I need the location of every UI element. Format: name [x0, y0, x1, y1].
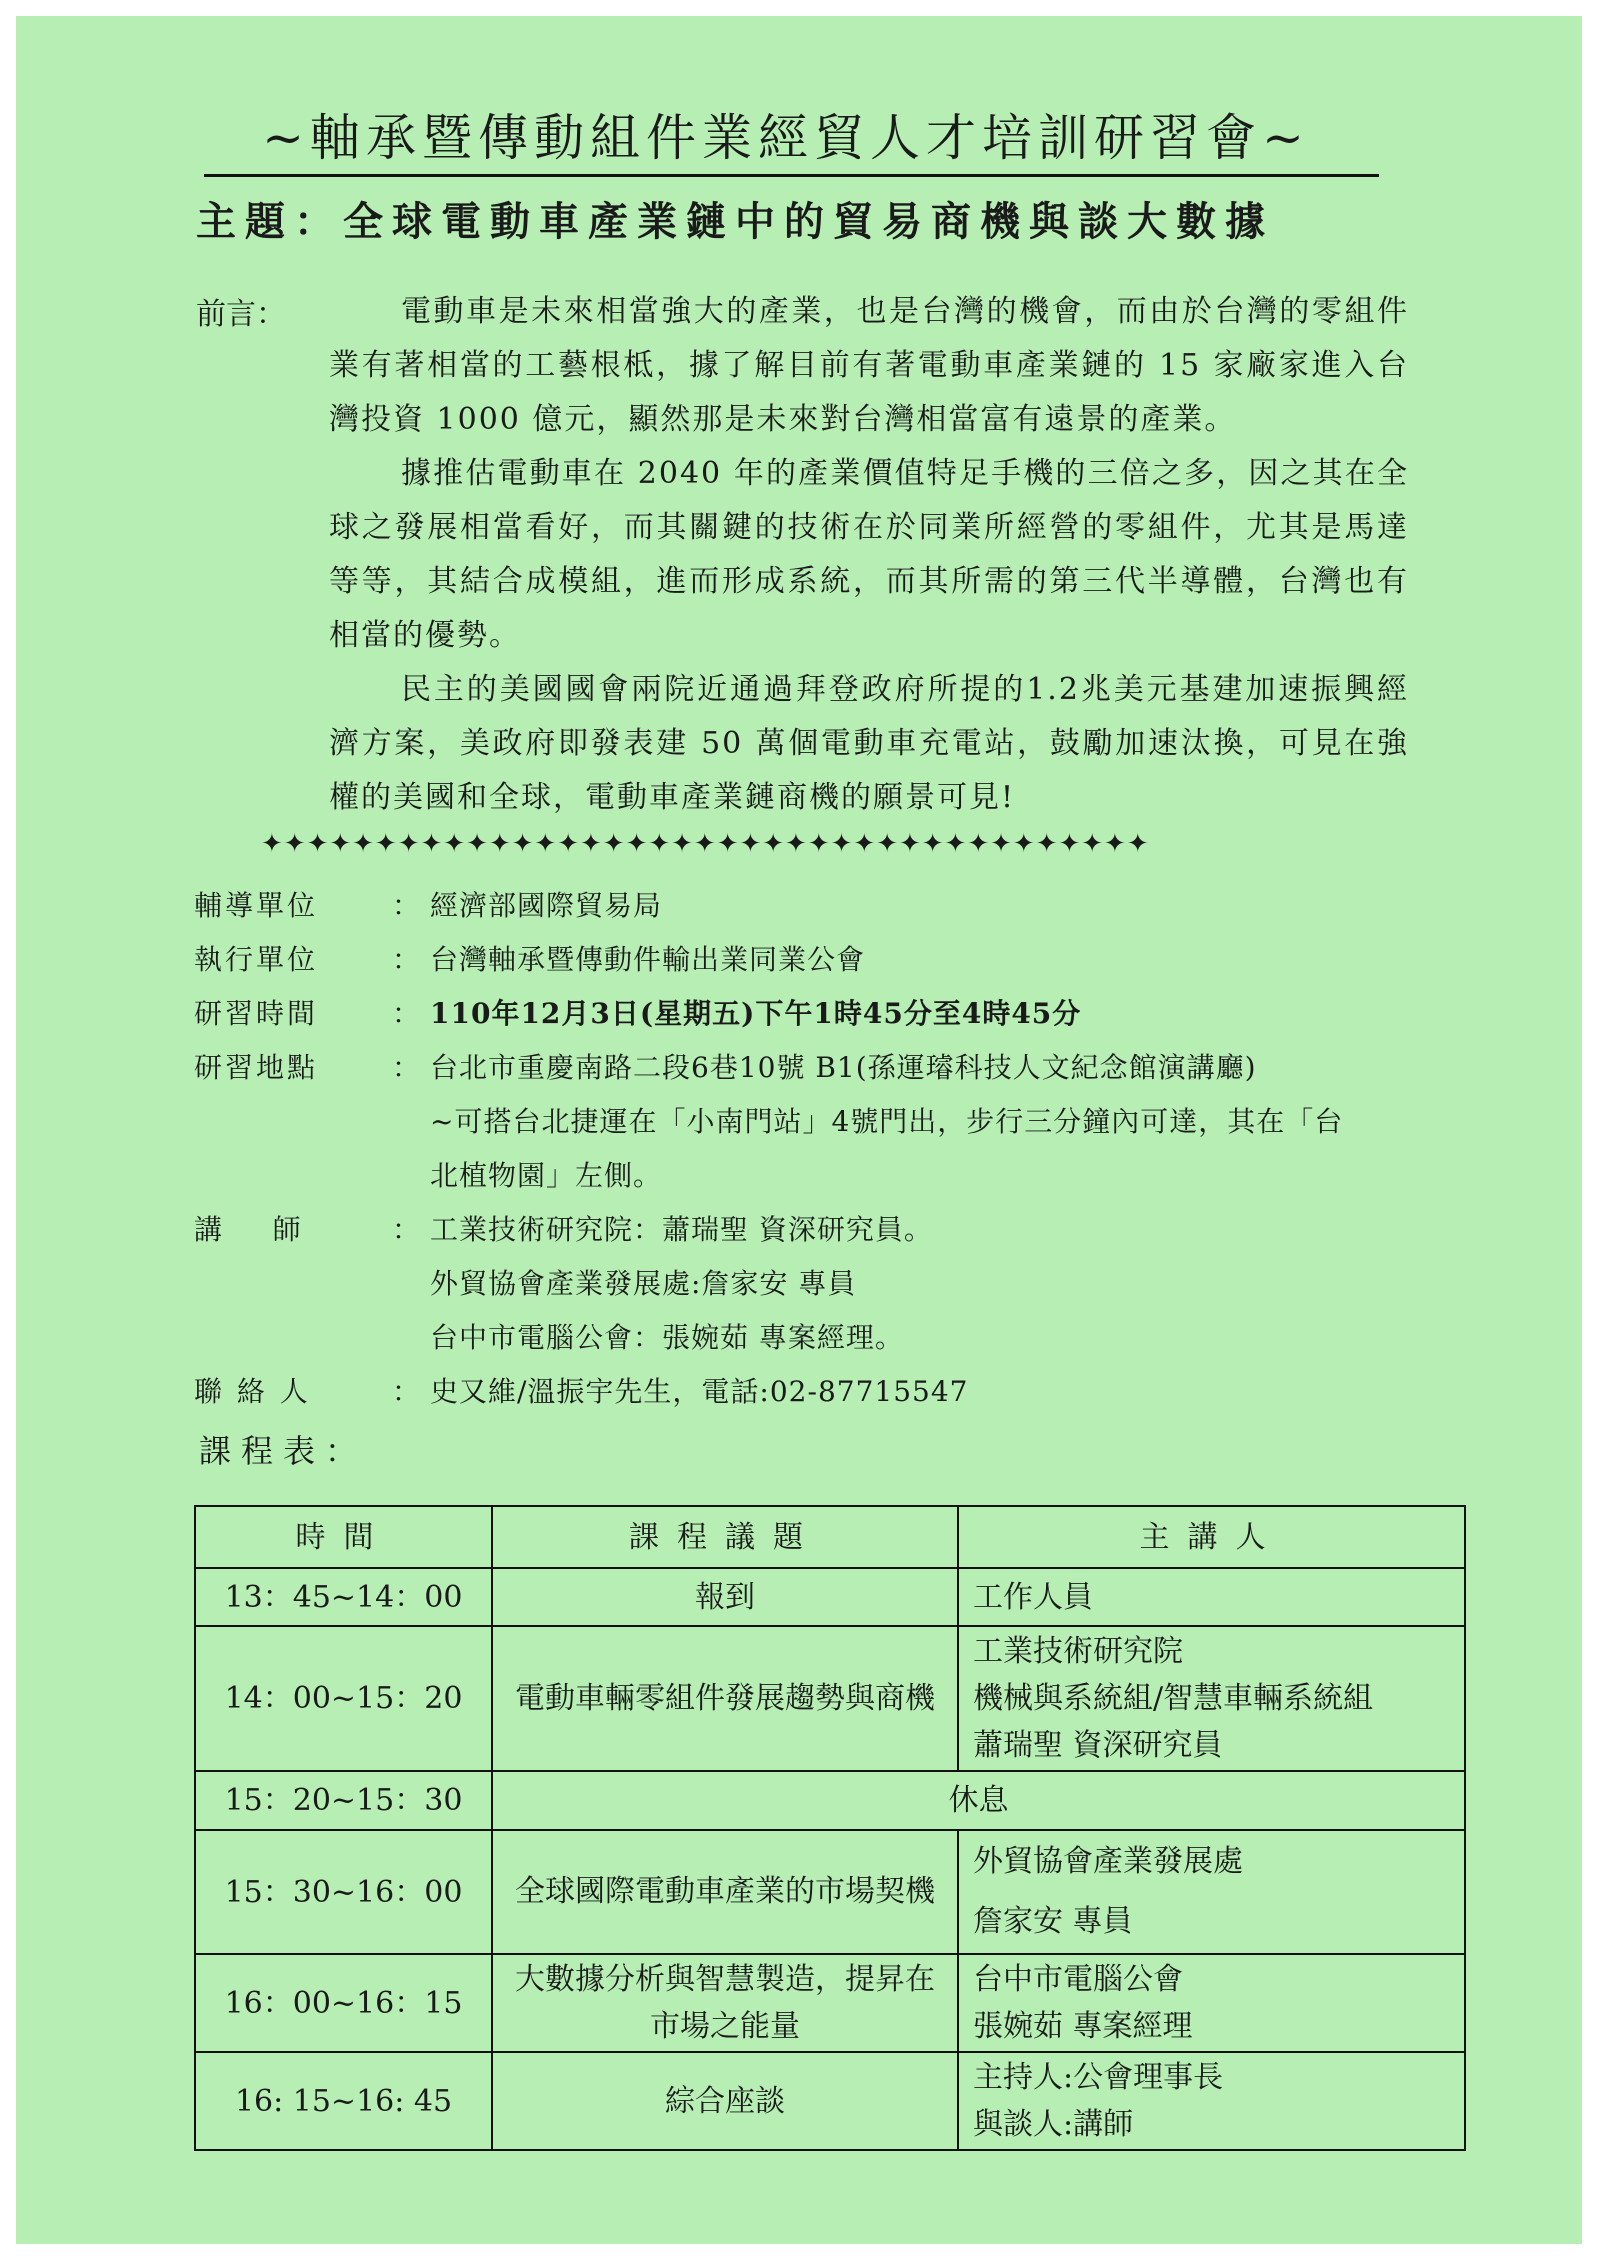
topic-cell: 全球國際電動車產業的市場契機 — [492, 1830, 958, 1954]
info-label: 研習地點 — [194, 1051, 319, 1084]
speaker-line: 工作人員 — [973, 1579, 1093, 1615]
info-value: 北植物園」左側。 — [430, 1159, 663, 1192]
info-colon: ： — [392, 1051, 421, 1084]
info-value: ~可搭台北捷運在「小南門站」4號門出，步行三分鐘內可達，其在「台 — [430, 1105, 1344, 1138]
table-row — [195, 1771, 1465, 1830]
info-value: 外貿協會產業發展處:詹家安 專員 — [430, 1267, 857, 1300]
speaker-cell — [958, 1830, 1465, 1954]
speaker-line: 與談人:講師 — [973, 2107, 1134, 2142]
info-value: 工業技術研究院：蕭瑞聖 資深研究員。 — [430, 1213, 933, 1246]
topic-cell: 大數據分析與智慧製造，提昇在市場之能量 — [492, 1954, 958, 2052]
table-header-row — [195, 1506, 1465, 1568]
table-row — [195, 1626, 1465, 1771]
speaker-line: 蕭瑞聖 資深研究員 — [973, 1728, 1223, 1763]
decorative-divider: ✦✦✦✦✦✦✦✦✦✦✦✦✦✦✦✦✦✦✦✦✦✦✦✦✦✦✦✦✦✦✦✦✦✦✦✦✦✦✦ — [261, 829, 1150, 859]
info-row-lecturer — [194, 1203, 1444, 1365]
info-colon: ： — [392, 1375, 421, 1408]
info-colon: ： — [392, 997, 421, 1030]
time-cell: 14：00~15：20 — [195, 1626, 492, 1771]
info-value: 台灣軸承暨傳動件輸出業同業公會 — [430, 943, 866, 976]
time-cell: 15：20~15：30 — [195, 1771, 492, 1830]
speaker-line: 工業技術研究院 — [973, 1634, 1183, 1669]
info-label: 輔導單位 — [194, 889, 319, 922]
intro-paragraph: 民主的美國國會兩院近通過拜登政府所提的1.2兆美元基建加速振興經濟方案，美政府即發表建 50 萬個電動車充電站，鼓勵加速汰換，可見在強權的美國和全球，電動車產業鏈商機的願景可見! — [329, 672, 1409, 815]
info-label: 執行單位 — [194, 943, 319, 976]
time-cell: 13：45~14：00 — [195, 1568, 492, 1626]
info-colon: ： — [392, 943, 421, 976]
time-cell: 16：00~16：15 — [195, 1954, 492, 2052]
table-row — [195, 1830, 1465, 1954]
info-row-exec — [194, 933, 1444, 987]
info-label: 研習時間 — [194, 997, 319, 1030]
topic-cell: 休息 — [492, 1771, 1465, 1830]
table-row — [195, 1954, 1465, 2052]
info-value: 110年12月3日(星期五)下午1時45分至4時45分 — [430, 997, 1082, 1030]
info-colon: ： — [392, 1213, 421, 1246]
speaker-line: 張婉茹 專案經理 — [973, 2009, 1193, 2044]
info-value: 台中市電腦公會：張婉茹 專案經理。 — [430, 1321, 904, 1354]
info-value: 經濟部國際貿易局 — [430, 889, 663, 922]
info-value: 史又維/溫振宇先生，電話:02-87715547 — [430, 1375, 969, 1408]
info-value: 台北市重慶南路二段6巷10號 B1(孫運璿科技人文紀念館演講廳) — [430, 1051, 1257, 1084]
info-colon: ： — [392, 889, 421, 922]
speaker-line: 外貿協會產業發展處 — [973, 1844, 1243, 1879]
topic-cell: 報到 — [492, 1568, 958, 1626]
info-label: 聯 絡 人 — [194, 1375, 311, 1408]
document-page — [16, 16, 1582, 2244]
event-info — [194, 879, 1444, 1419]
speaker-cell — [958, 1954, 1465, 2052]
speaker-cell — [958, 2052, 1465, 2150]
table-row — [195, 1568, 1465, 1626]
info-row-guide — [194, 879, 1444, 933]
topic-cell: 綜合座談 — [492, 2052, 958, 2150]
speaker-line: 機械與系統組/智慧車輛系統組 — [973, 1681, 1374, 1716]
column-header: 課程議題 — [492, 1506, 958, 1568]
time-cell: 16: 15~16: 45 — [195, 2052, 492, 2150]
info-row-contact — [194, 1365, 1444, 1419]
page-title: ~軸承暨傳動組件業經貿人才培訓研習會~ — [262, 109, 1310, 167]
info-label: 講 師 — [194, 1213, 304, 1246]
speaker-cell — [958, 1568, 1465, 1626]
title-underline — [204, 174, 1379, 177]
column-header: 主講人 — [958, 1506, 1465, 1568]
table-row — [195, 2052, 1465, 2150]
intro-paragraph: 電動車是未來相當強大的產業，也是台灣的機會，而由於台灣的零組件業有著相當的工藝根柢，據了解目前有著電動車產業鏈的 15 家廠家進入台灣投資 1000 億元，顯然那是未來對台灣相當富有遠景的產業。 — [329, 294, 1409, 437]
intro-label: 前言： — [196, 297, 286, 332]
speaker-line: 主持人:公會理事長 — [973, 2060, 1224, 2095]
page-subtitle: 主題：全球電動車產業鏈中的貿易商機與談大數據 — [196, 198, 1274, 245]
intro-text — [329, 285, 1409, 825]
schedule-label: 課程表： — [199, 1432, 368, 1470]
speaker-line: 台中市電腦公會 — [973, 1962, 1183, 1997]
topic-cell: 電動車輛零組件發展趨勢與商機 — [492, 1626, 958, 1771]
info-row-place — [194, 1041, 1444, 1203]
info-row-time — [194, 987, 1444, 1041]
time-cell: 15：30~16：00 — [195, 1830, 492, 1954]
speaker-line: 詹家安 專員 — [973, 1904, 1133, 1939]
speaker-cell — [958, 1626, 1465, 1771]
intro-paragraph: 據推估電動車在 2040 年的產業價值特足手機的三倍之多，因之其在全球之發展相當看好，而其關鍵的技術在於同業所經營的零組件，尤其是馬達等等，其結合成模組，進而形成系統，而其所需的第三代半導體，台灣也有相當的優勢。 — [329, 456, 1409, 653]
schedule-table — [194, 1505, 1466, 2151]
column-header: 時間 — [195, 1506, 492, 1568]
